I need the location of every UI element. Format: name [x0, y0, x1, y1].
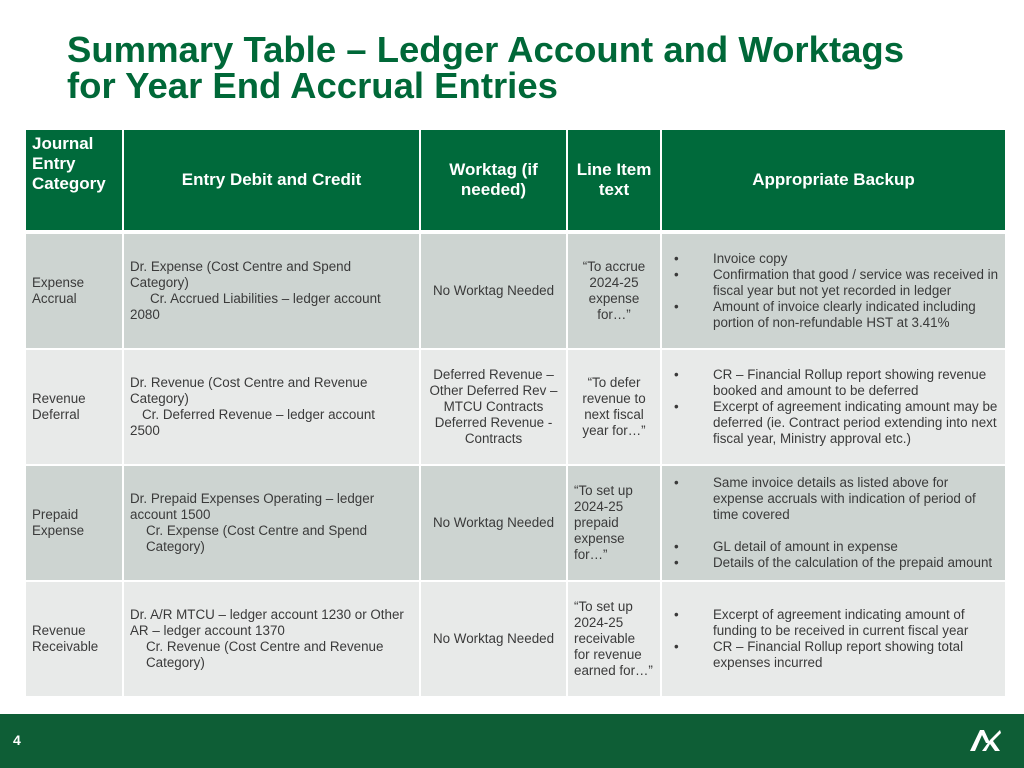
table-row-prepaid-expense [25, 465, 1006, 581]
backup-item: • GL detail of amount in expense [668, 539, 999, 555]
debit-text: Dr. A/R MTCU – ledger account 1230 or Other AR – ledger account 1370 [130, 607, 404, 638]
credit-text: Cr. Revenue (Cost Centre and Revenue Category) [146, 639, 384, 670]
table-row-revenue-deferral [25, 349, 1006, 465]
table-row-expense-accrual [25, 232, 1006, 349]
backup-item: • CR – Financial Rollup report showing revenue booked and amount to be deferred [668, 367, 999, 399]
worktag-cell: No Worktag Needed [420, 465, 567, 581]
header-entry-debit-credit: Entry Debit and Credit [123, 129, 420, 232]
category-cell: Revenue Receivable [25, 581, 123, 697]
credit-account-text: 2080 [130, 307, 160, 322]
line-item-cell: “To set up 2024-25 receivable for revenue earned for…” [567, 581, 661, 697]
backup-item: • Same invoice details as listed above for expense accruals with indication of period of time covered [668, 475, 999, 523]
summary-table [24, 128, 1007, 698]
footer-bar [0, 714, 1024, 768]
line-item-cell: “To set up 2024-25 prepaid expense for…” [567, 465, 661, 581]
worktag-cell: No Worktag Needed [420, 232, 567, 349]
backup-list [668, 475, 999, 571]
category-cell: Expense Accrual [25, 232, 123, 349]
header-appropriate-backup: Appropriate Backup [661, 129, 1006, 232]
credit-text: Cr. Expense (Cost Centre and Spend Category) [146, 523, 368, 554]
backup-list [668, 607, 999, 671]
header-journal-entry-category: Journal Entry Category [25, 129, 123, 232]
entry-cell [123, 232, 420, 349]
title-line-1: Summary Table – Ledger Account and Worktags [67, 29, 904, 70]
header-line-item-text: Line Item text [567, 129, 661, 232]
debit-text: Dr. Prepaid Expenses Operating – ledger account 1500 [130, 491, 375, 522]
entry-cell [123, 581, 420, 697]
backup-item: • Details of the calculation of the prepaid amount [668, 555, 999, 571]
backup-list [668, 251, 999, 331]
worktag-cell: No Worktag Needed [420, 581, 567, 697]
backup-cell [661, 465, 1006, 581]
debit-text: Dr. Revenue (Cost Centre and Revenue Category) [130, 375, 368, 406]
entry-cell [123, 349, 420, 465]
backup-item: • CR – Financial Rollup report showing total expenses incurred [668, 639, 999, 671]
entry-cell [123, 465, 420, 581]
backup-cell [661, 581, 1006, 697]
backup-cell [661, 349, 1006, 465]
credit-text: Cr. Accrued Liabilities – ledger account [150, 291, 381, 306]
header-worktag: Worktag (if needed) [420, 129, 567, 232]
debit-text: Dr. Expense (Cost Centre and Spend Category) [130, 259, 352, 290]
backup-cell [661, 232, 1006, 349]
credit-text: Cr. Deferred Revenue – ledger account [142, 407, 375, 422]
category-cell: Revenue Deferral [25, 349, 123, 465]
backup-item: • Excerpt of agreement indicating amount may be deferred (ie. Contract period extending into next fiscal year, Ministry approval etc.) [668, 399, 999, 447]
credit-account-text: 2500 [130, 423, 160, 438]
table-header-row [25, 129, 1006, 232]
backup-list [668, 367, 999, 447]
line-item-cell: “To defer revenue to next fiscal year for…” [567, 349, 661, 465]
category-cell: Prepaid Expense [25, 465, 123, 581]
backup-item: • Invoice copy [668, 251, 999, 267]
backup-item: • Confirmation that good / service was received in fiscal year but not yet recorded in ledger [668, 267, 999, 299]
backup-item: • Amount of invoice clearly indicated including portion of non-refundable HST at 3.41% [668, 299, 999, 331]
line-item-cell: “To accrue 2024-25 expense for…” [567, 232, 661, 349]
table-row-revenue-receivable [25, 581, 1006, 697]
backup-spacer [668, 523, 999, 539]
page-number: 4 [13, 732, 21, 748]
backup-item: • Excerpt of agreement indicating amount of funding to be received in current fiscal year [668, 607, 999, 639]
worktag-cell: Deferred Revenue – Other Deferred Rev – MTCU Contracts Deferred Revenue - Contracts [420, 349, 567, 465]
algonquin-logo-icon [968, 727, 1002, 753]
page-title [67, 29, 997, 106]
title-line-2: for Year End Accrual Entries [67, 65, 558, 106]
